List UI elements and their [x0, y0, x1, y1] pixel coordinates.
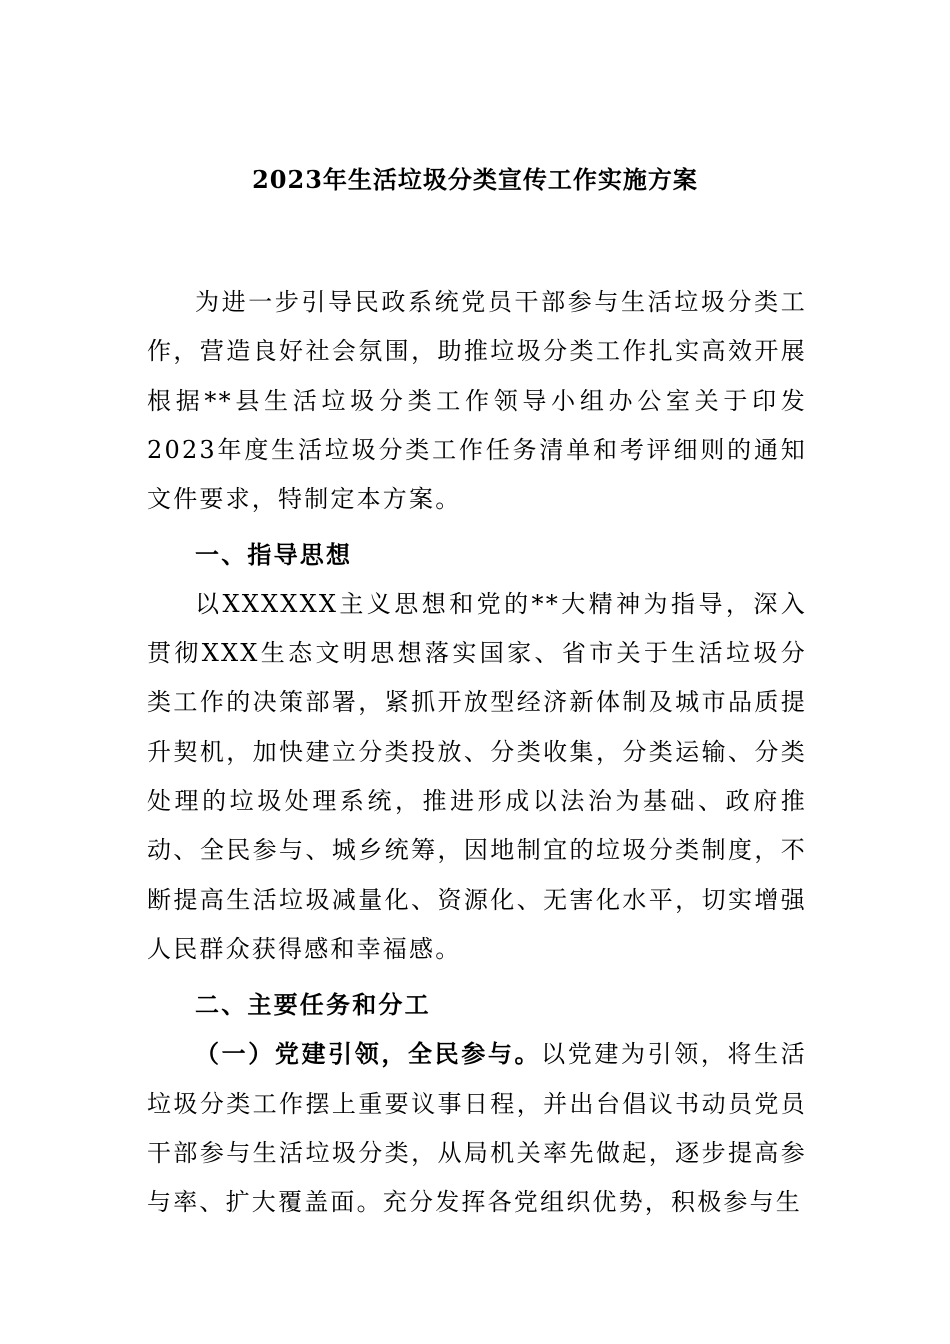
section-heading-guiding-ideology: 一、指导思想	[195, 540, 353, 570]
task-lead-party-leadership: （一）党建引领，全民参与。	[195, 1039, 542, 1069]
document-title: 2023年生活垃圾分类宣传工作实施方案	[252, 165, 698, 194]
section-heading-main-tasks: 二、主要任务和分工	[195, 990, 431, 1020]
intro-paragraph: 为进一步引导民政系统党员干部参与生活垃圾分类工作，营造良好社会氛围，助推垃圾分类工作扎实高效开展根据**县生活垃圾分类工作领导小组办公室关于印发2023年度生活垃圾分类工作任务清单和考评细则的通知文件要求，特制定本方案。	[147, 288, 807, 514]
task-text-party-leadership: 以党建为引领，将生活垃圾分类工作摆上重要议事日程，并出台倡议书动员党员干部参与生活垃圾分类，从局机关率先做起，逐步提高参与率、扩大覆盖面。充分发挥各党组织优势，积极参与生	[147, 1040, 807, 1217]
section-paragraph-guiding-ideology: 以XXXXXX主义思想和党的**大精神为指导，深入贯彻XXX生态文明思想落实国家、省市关于生活垃圾分类工作的决策部署，紧抓开放型经济新体制及城市品质提升契机，加快建立分类投放、分类收集，分类运输、分类处理的垃圾处理系统，推进形成以法治为基础、政府推动、全民参与、城乡统筹，因地制宜的垃圾分类制度，不断提高生活垃圾减量化、资源化、无害化水平，切实增强人民群众获得感和幸福感。	[147, 589, 807, 963]
task-paragraph-party-leadership	[147, 1029, 807, 1227]
document-body	[147, 278, 807, 1228]
